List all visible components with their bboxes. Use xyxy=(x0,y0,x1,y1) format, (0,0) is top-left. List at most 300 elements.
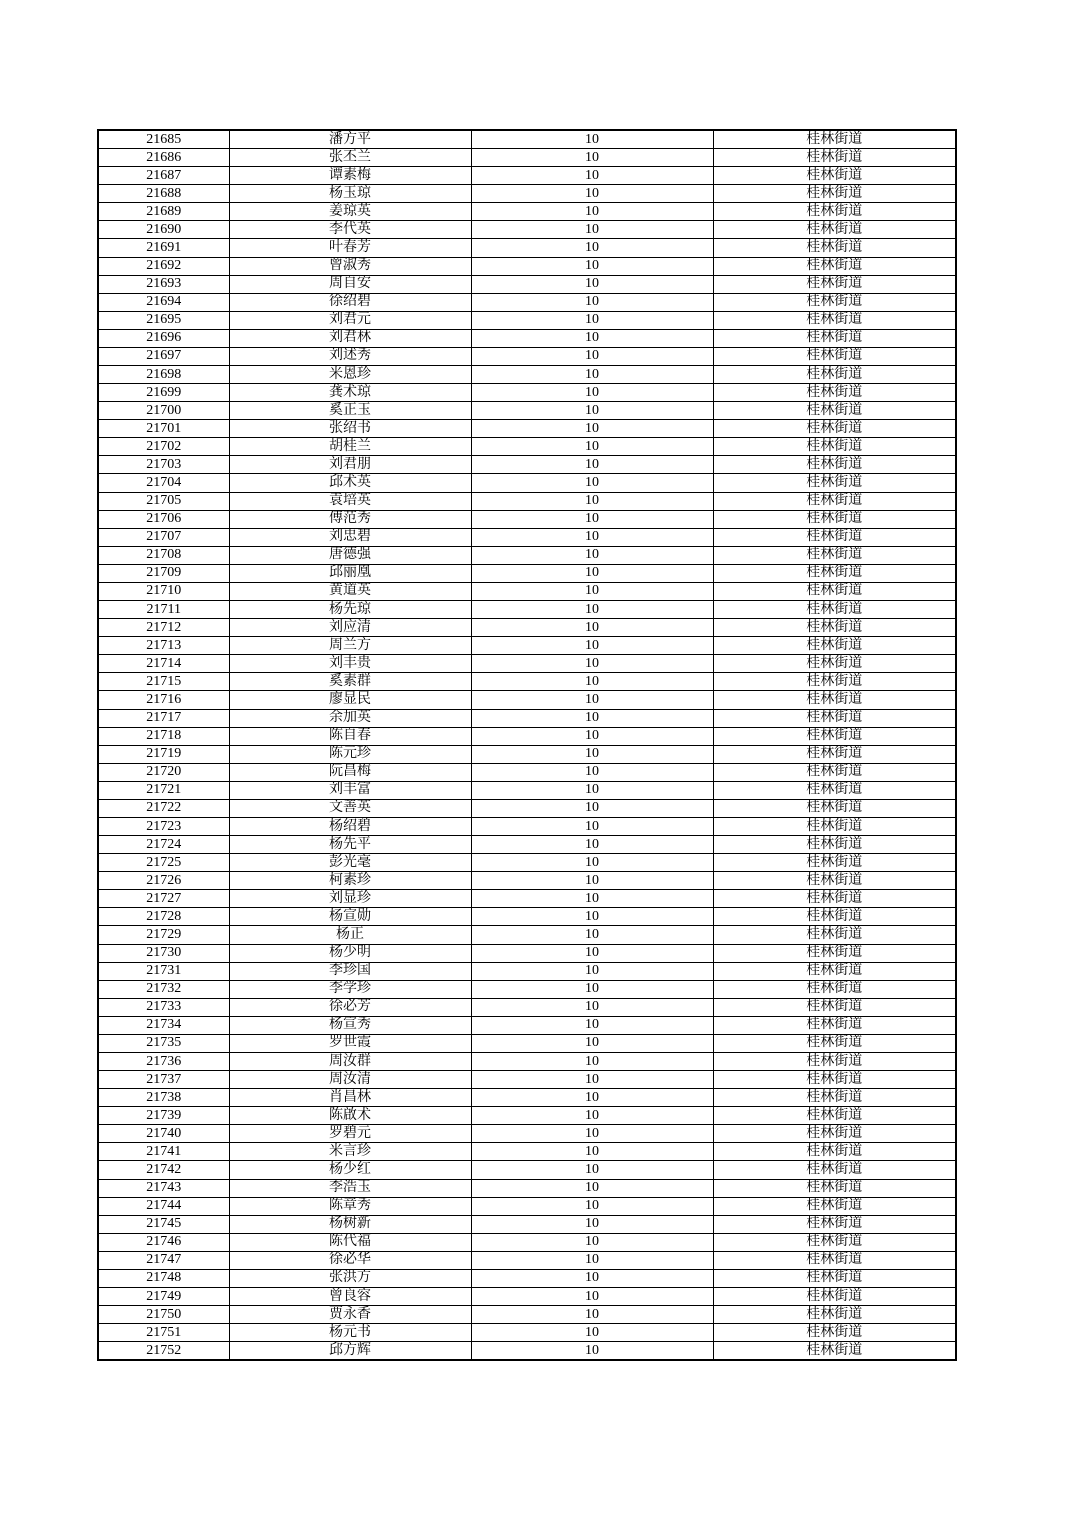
serial-number-cell: 21714 xyxy=(98,655,229,673)
name-cell: 刘显珍 xyxy=(229,890,471,908)
serial-number-cell: 21744 xyxy=(98,1197,229,1215)
table-row xyxy=(98,1269,956,1287)
name-cell: 徐必芳 xyxy=(229,998,471,1016)
subdistrict-cell: 桂林街道 xyxy=(713,1016,956,1034)
name-cell: 曾良容 xyxy=(229,1288,471,1306)
table-row xyxy=(98,673,956,691)
amount-cell: 10 xyxy=(471,546,713,564)
table-row xyxy=(98,130,956,149)
table-row xyxy=(98,257,956,275)
serial-number-cell: 21691 xyxy=(98,239,229,257)
subdistrict-cell: 桂林街道 xyxy=(713,962,956,980)
table-row xyxy=(98,510,956,528)
amount-cell: 10 xyxy=(471,655,713,673)
subdistrict-cell: 桂林街道 xyxy=(713,619,956,637)
table-row xyxy=(98,619,956,637)
name-cell: 陈代福 xyxy=(229,1233,471,1251)
subdistrict-cell: 桂林街道 xyxy=(713,890,956,908)
subdistrict-cell: 桂林街道 xyxy=(713,1052,956,1070)
subdistrict-cell: 桂林街道 xyxy=(713,492,956,510)
subdistrict-cell: 桂林街道 xyxy=(713,1269,956,1287)
serial-number-cell: 21700 xyxy=(98,402,229,420)
amount-cell: 10 xyxy=(471,420,713,438)
name-cell: 袁培英 xyxy=(229,492,471,510)
table-row xyxy=(98,1125,956,1143)
name-cell: 徐绍碧 xyxy=(229,293,471,311)
subdistrict-cell: 桂林街道 xyxy=(713,655,956,673)
serial-number-cell: 21712 xyxy=(98,619,229,637)
table-row xyxy=(98,582,956,600)
amount-cell: 10 xyxy=(471,492,713,510)
amount-cell: 10 xyxy=(471,510,713,528)
serial-number-cell: 21698 xyxy=(98,366,229,384)
amount-cell: 10 xyxy=(471,817,713,835)
amount-cell: 10 xyxy=(471,221,713,239)
table-row xyxy=(98,1107,956,1125)
serial-number-cell: 21745 xyxy=(98,1215,229,1233)
subdistrict-cell: 桂林街道 xyxy=(713,420,956,438)
name-cell: 龚术琼 xyxy=(229,384,471,402)
subdistrict-cell: 桂林街道 xyxy=(713,1197,956,1215)
name-cell: 杨先琼 xyxy=(229,601,471,619)
name-cell: 叶春芳 xyxy=(229,239,471,257)
name-cell: 杨少明 xyxy=(229,944,471,962)
subdistrict-cell: 桂林街道 xyxy=(713,257,956,275)
serial-number-cell: 21728 xyxy=(98,908,229,926)
amount-cell: 10 xyxy=(471,637,713,655)
serial-number-cell: 21688 xyxy=(98,185,229,203)
name-cell: 姜琼英 xyxy=(229,203,471,221)
subdistrict-cell: 桂林街道 xyxy=(713,402,956,420)
name-cell: 米言珍 xyxy=(229,1143,471,1161)
table-row xyxy=(98,402,956,420)
serial-number-cell: 21733 xyxy=(98,998,229,1016)
amount-cell: 10 xyxy=(471,1143,713,1161)
name-cell: 周汝群 xyxy=(229,1052,471,1070)
serial-number-cell: 21707 xyxy=(98,528,229,546)
table-row xyxy=(98,1324,956,1342)
subdistrict-cell: 桂林街道 xyxy=(713,1215,956,1233)
table-row xyxy=(98,1233,956,1251)
amount-cell: 10 xyxy=(471,1342,713,1361)
subdistrict-cell: 桂林街道 xyxy=(713,384,956,402)
amount-cell: 10 xyxy=(471,456,713,474)
name-cell: 邱丽凰 xyxy=(229,564,471,582)
subdistrict-cell: 桂林街道 xyxy=(713,185,956,203)
serial-number-cell: 21729 xyxy=(98,926,229,944)
serial-number-cell: 21699 xyxy=(98,384,229,402)
table-row xyxy=(98,1179,956,1197)
subdistrict-cell: 桂林街道 xyxy=(713,329,956,347)
table-row xyxy=(98,763,956,781)
amount-cell: 10 xyxy=(471,872,713,890)
table-row xyxy=(98,908,956,926)
amount-cell: 10 xyxy=(471,185,713,203)
table-row xyxy=(98,1251,956,1269)
subdistrict-cell: 桂林街道 xyxy=(713,456,956,474)
serial-number-cell: 21695 xyxy=(98,311,229,329)
name-cell: 李学珍 xyxy=(229,980,471,998)
name-cell: 徐必华 xyxy=(229,1251,471,1269)
subdistrict-cell: 桂林街道 xyxy=(713,366,956,384)
subdistrict-cell: 桂林街道 xyxy=(713,564,956,582)
name-cell: 杨绍碧 xyxy=(229,817,471,835)
subdistrict-cell: 桂林街道 xyxy=(713,601,956,619)
serial-number-cell: 21748 xyxy=(98,1269,229,1287)
table-row xyxy=(98,293,956,311)
table-row xyxy=(98,546,956,564)
table-row xyxy=(98,366,956,384)
table-row xyxy=(98,185,956,203)
name-cell: 刘君元 xyxy=(229,311,471,329)
name-cell: 阮昌梅 xyxy=(229,763,471,781)
amount-cell: 10 xyxy=(471,384,713,402)
table-row xyxy=(98,1161,956,1179)
table-row xyxy=(98,1071,956,1089)
table-row xyxy=(98,492,956,510)
serial-number-cell: 21721 xyxy=(98,781,229,799)
amount-cell: 10 xyxy=(471,1016,713,1034)
subdistrict-cell: 桂林街道 xyxy=(713,582,956,600)
table-row xyxy=(98,384,956,402)
table-row xyxy=(98,799,956,817)
serial-number-cell: 21701 xyxy=(98,420,229,438)
subdistrict-cell: 桂林街道 xyxy=(713,1143,956,1161)
subdistrict-cell: 桂林街道 xyxy=(713,763,956,781)
table-row xyxy=(98,329,956,347)
name-cell: 张绍书 xyxy=(229,420,471,438)
subdistrict-cell: 桂林街道 xyxy=(713,546,956,564)
subdistrict-cell: 桂林街道 xyxy=(713,510,956,528)
serial-number-cell: 21719 xyxy=(98,745,229,763)
name-cell: 唐德强 xyxy=(229,546,471,564)
amount-cell: 10 xyxy=(471,1125,713,1143)
subdistrict-cell: 桂林街道 xyxy=(713,1288,956,1306)
serial-number-cell: 21724 xyxy=(98,836,229,854)
table-row xyxy=(98,962,956,980)
serial-number-cell: 21751 xyxy=(98,1324,229,1342)
subdistrict-cell: 桂林街道 xyxy=(713,221,956,239)
subdistrict-cell: 桂林街道 xyxy=(713,854,956,872)
serial-number-cell: 21743 xyxy=(98,1179,229,1197)
name-cell: 陈元珍 xyxy=(229,745,471,763)
subdistrict-cell: 桂林街道 xyxy=(713,1179,956,1197)
serial-number-cell: 21696 xyxy=(98,329,229,347)
serial-number-cell: 21702 xyxy=(98,438,229,456)
name-cell: 杨元书 xyxy=(229,1324,471,1342)
subdistrict-cell: 桂林街道 xyxy=(713,293,956,311)
name-cell: 黄道英 xyxy=(229,582,471,600)
serial-number-cell: 21734 xyxy=(98,1016,229,1034)
subdistrict-cell: 桂林街道 xyxy=(713,745,956,763)
subdistrict-cell: 桂林街道 xyxy=(713,275,956,293)
name-cell: 李浩玉 xyxy=(229,1179,471,1197)
amount-cell: 10 xyxy=(471,239,713,257)
amount-cell: 10 xyxy=(471,311,713,329)
name-cell: 刘忠碧 xyxy=(229,528,471,546)
amount-cell: 10 xyxy=(471,890,713,908)
serial-number-cell: 21735 xyxy=(98,1034,229,1052)
table-row xyxy=(98,456,956,474)
amount-cell: 10 xyxy=(471,781,713,799)
serial-number-cell: 21694 xyxy=(98,293,229,311)
subdistrict-cell: 桂林街道 xyxy=(713,637,956,655)
serial-number-cell: 21730 xyxy=(98,944,229,962)
serial-number-cell: 21687 xyxy=(98,167,229,185)
table-row xyxy=(98,890,956,908)
name-cell: 李珍国 xyxy=(229,962,471,980)
amount-cell: 10 xyxy=(471,727,713,745)
serial-number-cell: 21749 xyxy=(98,1288,229,1306)
table-body xyxy=(98,130,956,1360)
amount-cell: 10 xyxy=(471,1288,713,1306)
subdistrict-cell: 桂林街道 xyxy=(713,709,956,727)
subdistrict-cell: 桂林街道 xyxy=(713,1089,956,1107)
serial-number-cell: 21746 xyxy=(98,1233,229,1251)
name-cell: 杨树新 xyxy=(229,1215,471,1233)
table-row xyxy=(98,239,956,257)
amount-cell: 10 xyxy=(471,347,713,365)
table-row xyxy=(98,817,956,835)
table-row xyxy=(98,781,956,799)
name-cell: 周汝清 xyxy=(229,1071,471,1089)
subdistrict-cell: 桂林街道 xyxy=(713,1034,956,1052)
name-cell: 邱术英 xyxy=(229,474,471,492)
name-cell: 彭光毫 xyxy=(229,854,471,872)
subdistrict-cell: 桂林街道 xyxy=(713,239,956,257)
subdistrict-cell: 桂林街道 xyxy=(713,1342,956,1361)
table-row xyxy=(98,998,956,1016)
amount-cell: 10 xyxy=(471,619,713,637)
amount-cell: 10 xyxy=(471,908,713,926)
serial-number-cell: 21722 xyxy=(98,799,229,817)
serial-number-cell: 21750 xyxy=(98,1306,229,1324)
name-cell: 奚正玉 xyxy=(229,402,471,420)
table-row xyxy=(98,1143,956,1161)
subdistrict-cell: 桂林街道 xyxy=(713,817,956,835)
amount-cell: 10 xyxy=(471,836,713,854)
table-row xyxy=(98,347,956,365)
serial-number-cell: 21752 xyxy=(98,1342,229,1361)
table-row xyxy=(98,709,956,727)
table-row xyxy=(98,1288,956,1306)
serial-number-cell: 21718 xyxy=(98,727,229,745)
table-row xyxy=(98,438,956,456)
amount-cell: 10 xyxy=(471,1089,713,1107)
name-cell: 刘君朋 xyxy=(229,456,471,474)
serial-number-cell: 21742 xyxy=(98,1161,229,1179)
name-cell: 杨宣勋 xyxy=(229,908,471,926)
subdistrict-cell: 桂林街道 xyxy=(713,1107,956,1125)
amount-cell: 10 xyxy=(471,564,713,582)
name-cell: 杨宣秀 xyxy=(229,1016,471,1034)
subdistrict-cell: 桂林街道 xyxy=(713,1125,956,1143)
serial-number-cell: 21708 xyxy=(98,546,229,564)
table-row xyxy=(98,1215,956,1233)
subdistrict-cell: 桂林街道 xyxy=(713,167,956,185)
table-row xyxy=(98,474,956,492)
serial-number-cell: 21726 xyxy=(98,872,229,890)
serial-number-cell: 21706 xyxy=(98,510,229,528)
subdistrict-cell: 桂林街道 xyxy=(713,691,956,709)
table-row xyxy=(98,691,956,709)
serial-number-cell: 21738 xyxy=(98,1089,229,1107)
name-cell: 陈章秀 xyxy=(229,1197,471,1215)
amount-cell: 10 xyxy=(471,1179,713,1197)
serial-number-cell: 21692 xyxy=(98,257,229,275)
amount-cell: 10 xyxy=(471,673,713,691)
name-cell: 廖显民 xyxy=(229,691,471,709)
amount-cell: 10 xyxy=(471,601,713,619)
table-row xyxy=(98,944,956,962)
amount-cell: 10 xyxy=(471,1034,713,1052)
table-row xyxy=(98,655,956,673)
amount-cell: 10 xyxy=(471,962,713,980)
serial-number-cell: 21717 xyxy=(98,709,229,727)
name-cell: 罗碧元 xyxy=(229,1125,471,1143)
amount-cell: 10 xyxy=(471,1197,713,1215)
table-row xyxy=(98,637,956,655)
name-cell: 杨正 xyxy=(229,926,471,944)
amount-cell: 10 xyxy=(471,257,713,275)
subdistrict-cell: 桂林街道 xyxy=(713,998,956,1016)
table-row xyxy=(98,420,956,438)
serial-number-cell: 21685 xyxy=(98,130,229,149)
serial-number-cell: 21705 xyxy=(98,492,229,510)
amount-cell: 10 xyxy=(471,944,713,962)
amount-cell: 10 xyxy=(471,329,713,347)
amount-cell: 10 xyxy=(471,1251,713,1269)
name-cell: 杨玉琼 xyxy=(229,185,471,203)
subdistrict-cell: 桂林街道 xyxy=(713,727,956,745)
serial-number-cell: 21711 xyxy=(98,601,229,619)
subdistrict-cell: 桂林街道 xyxy=(713,1324,956,1342)
name-cell: 胡桂兰 xyxy=(229,438,471,456)
serial-number-cell: 21747 xyxy=(98,1251,229,1269)
subdistrict-cell: 桂林街道 xyxy=(713,203,956,221)
serial-number-cell: 21713 xyxy=(98,637,229,655)
amount-cell: 10 xyxy=(471,474,713,492)
serial-number-cell: 21689 xyxy=(98,203,229,221)
amount-cell: 10 xyxy=(471,528,713,546)
name-cell: 陈啟术 xyxy=(229,1107,471,1125)
subdistrict-cell: 桂林街道 xyxy=(713,1306,956,1324)
table-row xyxy=(98,1052,956,1070)
subdistrict-cell: 桂林街道 xyxy=(713,528,956,546)
table-row xyxy=(98,1016,956,1034)
name-cell: 张洪方 xyxy=(229,1269,471,1287)
serial-number-cell: 21737 xyxy=(98,1071,229,1089)
name-cell: 杨先平 xyxy=(229,836,471,854)
name-cell: 刘丰贵 xyxy=(229,655,471,673)
serial-number-cell: 21709 xyxy=(98,564,229,582)
name-cell: 刘述秀 xyxy=(229,347,471,365)
name-cell: 周自安 xyxy=(229,275,471,293)
table-row xyxy=(98,926,956,944)
amount-cell: 10 xyxy=(471,402,713,420)
amount-cell: 10 xyxy=(471,926,713,944)
table-row xyxy=(98,311,956,329)
amount-cell: 10 xyxy=(471,799,713,817)
name-cell: 傅范秀 xyxy=(229,510,471,528)
subdistrict-cell: 桂林街道 xyxy=(713,980,956,998)
table-row xyxy=(98,854,956,872)
amount-cell: 10 xyxy=(471,1161,713,1179)
amount-cell: 10 xyxy=(471,366,713,384)
table-row xyxy=(98,980,956,998)
serial-number-cell: 21723 xyxy=(98,817,229,835)
amount-cell: 10 xyxy=(471,1233,713,1251)
serial-number-cell: 21740 xyxy=(98,1125,229,1143)
amount-cell: 10 xyxy=(471,275,713,293)
serial-number-cell: 21736 xyxy=(98,1052,229,1070)
table-row xyxy=(98,1089,956,1107)
name-cell: 奚素群 xyxy=(229,673,471,691)
serial-number-cell: 21725 xyxy=(98,854,229,872)
table-row xyxy=(98,275,956,293)
amount-cell: 10 xyxy=(471,745,713,763)
serial-number-cell: 21732 xyxy=(98,980,229,998)
amount-cell: 10 xyxy=(471,709,713,727)
subdistrict-cell: 桂林街道 xyxy=(713,673,956,691)
amount-cell: 10 xyxy=(471,1269,713,1287)
data-table xyxy=(97,129,957,1361)
amount-cell: 10 xyxy=(471,854,713,872)
subdistrict-cell: 桂林街道 xyxy=(713,149,956,167)
name-cell: 周兰方 xyxy=(229,637,471,655)
subdistrict-cell: 桂林街道 xyxy=(713,347,956,365)
table-row xyxy=(98,1306,956,1324)
name-cell: 余加英 xyxy=(229,709,471,727)
table-row xyxy=(98,149,956,167)
amount-cell: 10 xyxy=(471,582,713,600)
amount-cell: 10 xyxy=(471,293,713,311)
amount-cell: 10 xyxy=(471,1052,713,1070)
table-row xyxy=(98,836,956,854)
subdistrict-cell: 桂林街道 xyxy=(713,799,956,817)
serial-number-cell: 21690 xyxy=(98,221,229,239)
serial-number-cell: 21703 xyxy=(98,456,229,474)
table-row xyxy=(98,601,956,619)
table-row xyxy=(98,1034,956,1052)
serial-number-cell: 21704 xyxy=(98,474,229,492)
serial-number-cell: 21697 xyxy=(98,347,229,365)
subdistrict-cell: 桂林街道 xyxy=(713,1233,956,1251)
subdistrict-cell: 桂林街道 xyxy=(713,908,956,926)
name-cell: 潘方平 xyxy=(229,130,471,149)
table-row xyxy=(98,221,956,239)
serial-number-cell: 21715 xyxy=(98,673,229,691)
amount-cell: 10 xyxy=(471,998,713,1016)
subdistrict-cell: 桂林街道 xyxy=(713,130,956,149)
serial-number-cell: 21716 xyxy=(98,691,229,709)
serial-number-cell: 21741 xyxy=(98,1143,229,1161)
name-cell: 贾永香 xyxy=(229,1306,471,1324)
subdistrict-cell: 桂林街道 xyxy=(713,1251,956,1269)
subdistrict-cell: 桂林街道 xyxy=(713,926,956,944)
serial-number-cell: 21710 xyxy=(98,582,229,600)
amount-cell: 10 xyxy=(471,1215,713,1233)
subdistrict-cell: 桂林街道 xyxy=(713,836,956,854)
amount-cell: 10 xyxy=(471,203,713,221)
amount-cell: 10 xyxy=(471,149,713,167)
name-cell: 陈自春 xyxy=(229,727,471,745)
table-row xyxy=(98,167,956,185)
serial-number-cell: 21720 xyxy=(98,763,229,781)
amount-cell: 10 xyxy=(471,980,713,998)
serial-number-cell: 21727 xyxy=(98,890,229,908)
name-cell: 刘君林 xyxy=(229,329,471,347)
